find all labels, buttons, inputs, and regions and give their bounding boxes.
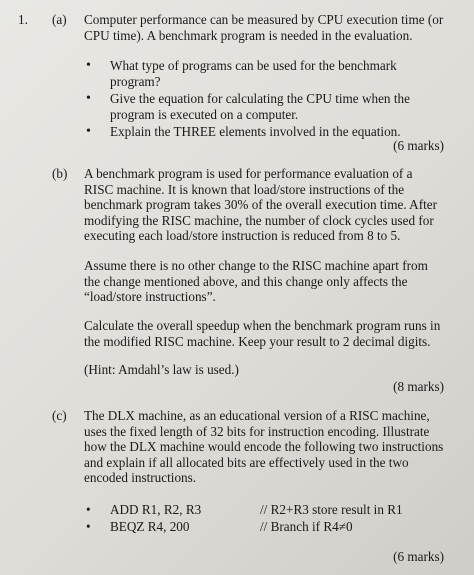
part-b-paragraph-3: Calculate the overall speedup when the benchmark program runs in the modified RISC machine. Keep your result to 2 decimal digits. <box>84 318 441 349</box>
bullet-icon: • <box>86 91 91 107</box>
part-c-intro: The DLX machine, as an educational version of a RISC machine, uses the fixed length of 32 bits for instruction encoding. Illustrate how the DLX machine would encode the following two instructions and explain if all allocated bits are effectively used in the two encoded instructions. <box>84 408 444 486</box>
part-a-bullet-list <box>84 58 414 142</box>
part-a-marks: (6 marks) <box>393 138 444 153</box>
part-c-label: (c) <box>52 408 67 423</box>
list-item: • Explain the THREE elements involved in the equation. <box>86 124 401 140</box>
bullet-icon: • <box>86 124 91 140</box>
instruction-code: ADD R1, R2, R3 <box>110 502 202 517</box>
part-b-paragraph-2: Assume there is no other change to the RISC machine apart from the change mentioned above, and this change only affects the “load/store instructions”. <box>84 258 428 305</box>
bullet-icon: • <box>86 58 91 73</box>
part-a-label: (a) <box>52 12 67 27</box>
part-c-marks: (6 marks) <box>393 549 444 564</box>
bullet-icon: • <box>86 502 91 517</box>
part-a-intro: Computer performance can be measured by CPU execution time (or CPU time). A benchmark program is needed in the evaluation. <box>84 12 444 43</box>
part-b-paragraph-1: A benchmark program is used for performance evaluation of a RISC machine. It is known that load/store instructions of the benchmark program takes 30% of the overall execution time. After modifying the RISC machine, the number of clock cycles used for executing each load/store instruction is reduced from 8 to 5. <box>84 166 438 244</box>
list-item: • What type of programs can be used for the benchmark program? <box>86 58 397 89</box>
bullet-icon: • <box>86 519 91 534</box>
instruction-comment: // Branch if R4≠0 <box>260 519 353 534</box>
part-b-label: (b) <box>52 166 68 181</box>
part-b-marks: (8 marks) <box>393 379 444 394</box>
instruction-code: BEQZ R4, 200 <box>110 519 190 534</box>
instruction-comment: // R2+R3 store result in R1 <box>260 502 403 517</box>
question-number: 1. <box>18 12 28 27</box>
part-b-hint: (Hint: Amdahl’s law is used.) <box>84 362 239 377</box>
list-item: • Give the equation for calculating the CPU time when the program is executed on a computer. <box>86 91 410 122</box>
